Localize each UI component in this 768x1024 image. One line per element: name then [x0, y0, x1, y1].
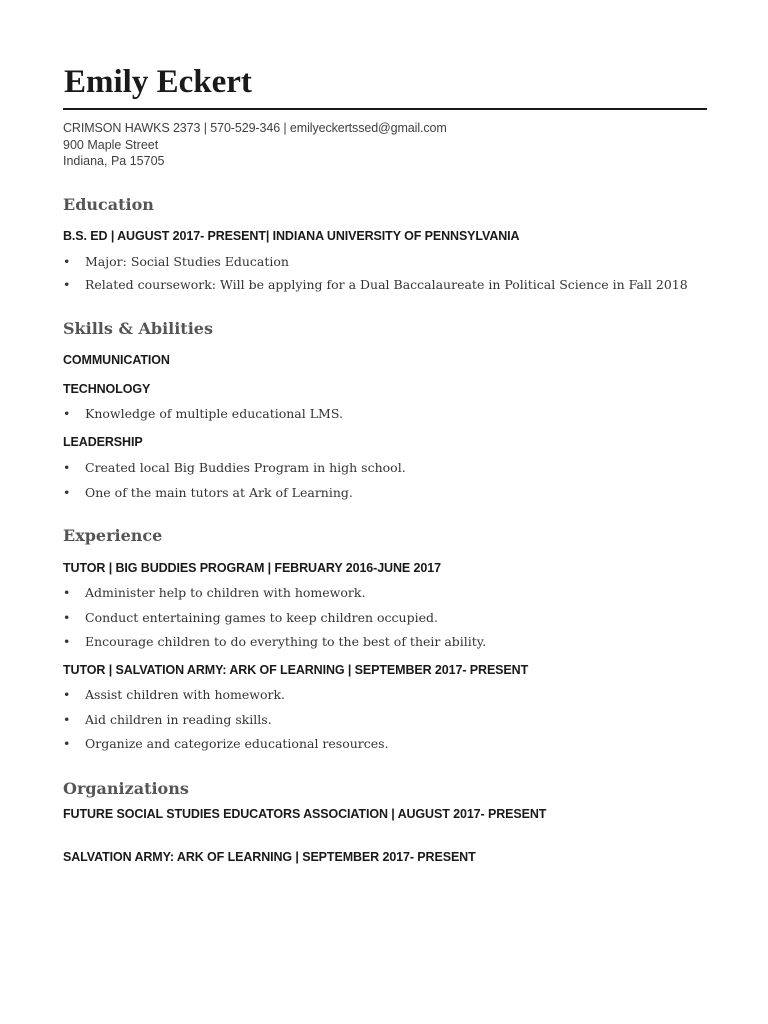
- list-item: • Conduct entertaining games to keep children occupied.: [63, 610, 438, 625]
- leadership-heading: LEADERSHIP: [63, 435, 143, 449]
- bullet-icon: •: [63, 460, 71, 475]
- list-item: • Related coursework: Will be applying for a Dual Baccalaureate in Political Science in Fall 2018: [63, 277, 688, 292]
- address-street: 900 Maple Street: [63, 137, 159, 152]
- leadership-bullets: [63, 460, 707, 501]
- education-entry: [63, 228, 520, 244]
- communication-heading: COMMUNICATION: [63, 353, 170, 367]
- skill-technology: [63, 381, 150, 397]
- education-heading: B.S. ED | AUGUST 2017- PRESENT| INDIANA UNIVERSITY OF PENNSYLVANIA: [63, 229, 520, 243]
- job2-bullets: [63, 687, 707, 752]
- education-section: [63, 195, 154, 215]
- experience-title: Experience: [63, 526, 163, 545]
- bullet-icon: •: [63, 406, 71, 421]
- list-item: • One of the main tutors at Ark of Learning.: [63, 485, 353, 500]
- list-item: • Assist children with homework.: [63, 687, 286, 702]
- education-bullets: [63, 254, 707, 293]
- list-item: • Organize and categorize educational resources.: [63, 736, 389, 751]
- list-item: • Aid children in reading skills.: [63, 712, 272, 727]
- job-entry-2: [63, 662, 528, 678]
- technology-heading: TECHNOLOGY: [63, 382, 151, 396]
- bullet-icon: •: [63, 585, 71, 600]
- job2-heading: TUTOR | SALVATION ARMY: ARK OF LEARNING | SEPTEMBER 2017- PRESENT: [63, 663, 529, 677]
- education-title: Education: [63, 195, 154, 214]
- applicant-name: Emily Eckert: [64, 64, 252, 100]
- list-item: • Knowledge of multiple educational LMS.: [63, 406, 343, 421]
- bullet-icon: •: [63, 254, 71, 269]
- job1-heading: TUTOR | BIG BUDDIES PROGRAM | FEBRUARY 2016-JUNE 2017: [63, 561, 441, 575]
- experience-section: [63, 526, 162, 546]
- bullet-icon: •: [63, 712, 71, 727]
- bullet-icon: •: [63, 277, 71, 292]
- header-divider: [63, 108, 707, 110]
- list-item: • Encourage children to do everything to the best of their ability.: [63, 634, 487, 649]
- technology-bullets: [63, 406, 707, 422]
- bullet-icon: •: [63, 485, 71, 500]
- bullet-icon: •: [63, 610, 71, 625]
- organizations-section: [63, 779, 189, 799]
- bullet-icon: •: [63, 634, 71, 649]
- bullet-icon: •: [63, 736, 71, 751]
- organizations-title: Organizations: [63, 779, 189, 798]
- org1-heading: FUTURE SOCIAL STUDIES EDUCATORS ASSOCIATION | AUGUST 2017- PRESENT: [63, 807, 547, 821]
- organization-entry-2: [63, 849, 476, 865]
- job-entry-1: [63, 560, 441, 576]
- list-item: • Administer help to children with homework.: [63, 585, 366, 600]
- list-item: • Created local Big Buddies Program in high school.: [63, 460, 406, 475]
- list-item: • Major: Social Studies Education: [63, 254, 289, 269]
- resume-page: [63, 62, 707, 864]
- job1-bullets: [63, 585, 707, 650]
- organization-entry-1: [63, 806, 546, 822]
- bullet-icon: •: [63, 687, 71, 702]
- skills-section: [63, 319, 213, 339]
- contact-block: [63, 120, 707, 170]
- skill-leadership: [63, 434, 143, 450]
- skills-title: Skills & Abilities: [63, 319, 213, 338]
- address-city: Indiana, Pa 15705: [63, 154, 165, 168]
- contact-line: CRIMSON HAWKS 2373 | 570-529-346 | emilyeckertssed@gmail.com: [63, 121, 447, 135]
- org2-heading: SALVATION ARMY: ARK OF LEARNING | SEPTEMBER 2017- PRESENT: [63, 850, 476, 864]
- skill-communication: [63, 352, 170, 368]
